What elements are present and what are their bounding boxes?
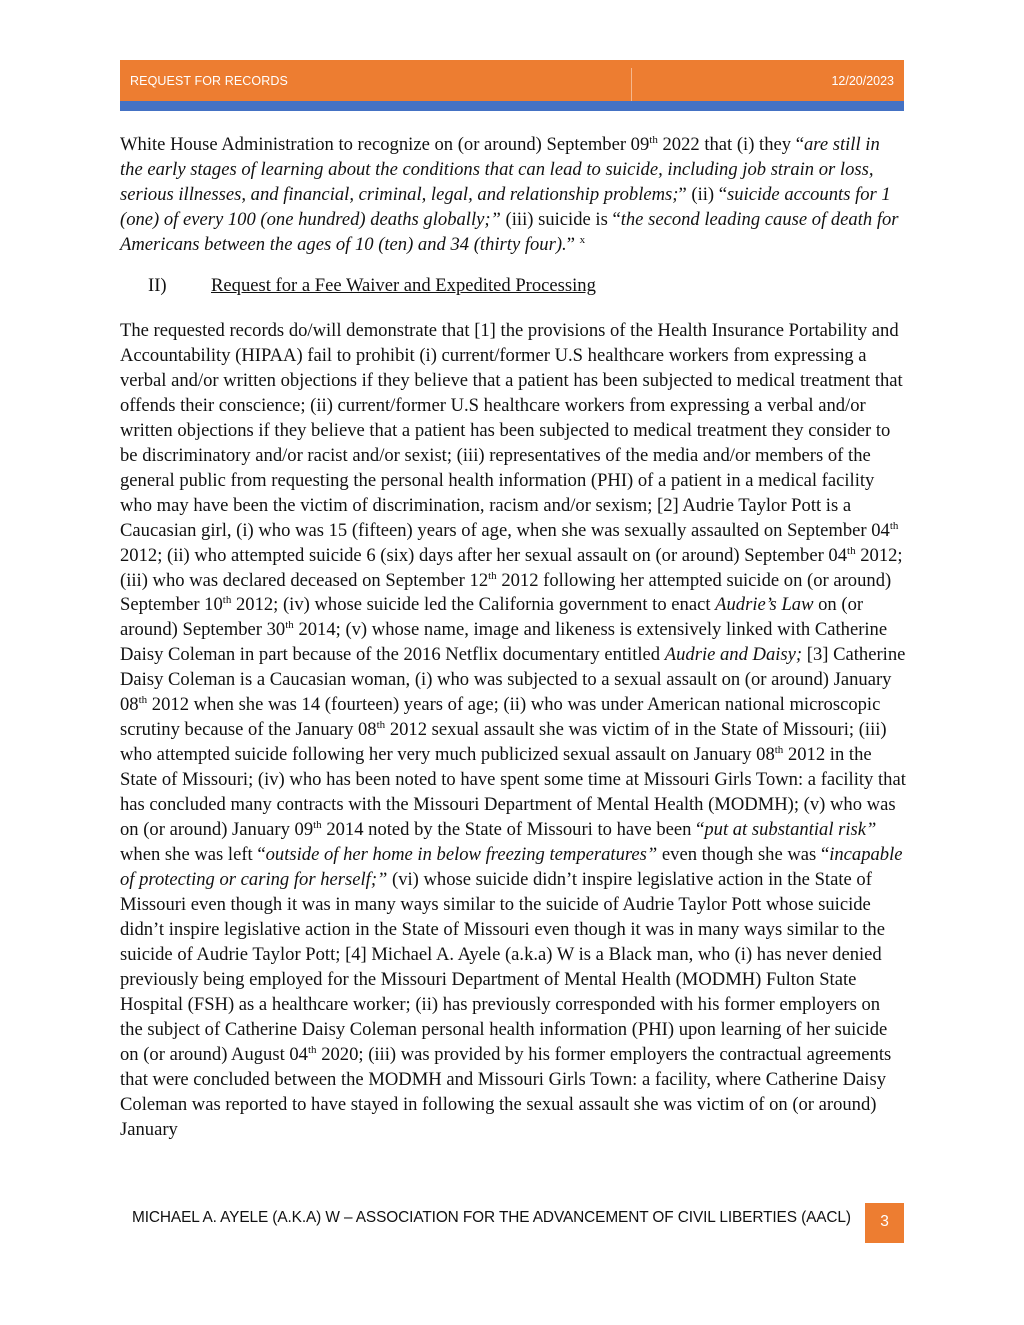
italic-quote: the second leading cause of death for Americans between the ages of 10 (ten) and 34 (thirty four). (120, 208, 899, 255)
italic-quote: put at substantial risk” (704, 819, 877, 841)
text-run: ” (566, 233, 580, 255)
page-header (120, 60, 904, 101)
text-run: White House Administration to recognize on (or around) September 09 (120, 134, 650, 155)
italic-quote: are still in the early stages of learning about the conditions that can lead to suicide, including job strain or loss, serious illnesses, and financial, criminal, legal, and relationship problems; (120, 134, 880, 205)
text-run: 2012; (iii) who was declared deceased on September 12 (120, 544, 903, 591)
header-date: 12/20/2023 (831, 74, 894, 88)
superscript: th (847, 544, 856, 557)
superscript: th (774, 744, 784, 757)
superscript: th (222, 594, 232, 607)
text-run: 2012 sexual assault she was victim of in the State of Missouri; (iii) who attempted suicide following her very much publicized sexual assault on January 08 (120, 719, 887, 766)
section-title: Request for a Fee Waiver and Expedited Processing (211, 275, 596, 296)
header-underline (120, 101, 904, 111)
paragraph-intro (120, 133, 906, 258)
text-run: even though she was “ (657, 844, 830, 866)
superscript: th (285, 619, 294, 632)
text-run: ” (ii) “ (678, 183, 728, 205)
text-run: (vi) whose suicide didn’t inspire legislative action in the State of Missouri even though it was in many ways similar to the suicide of Audrie Taylor Pott whose suicide didn’t inspire legislative action in the State of Missouri even though it was in many ways similar to the suicide of Audrie Taylor Pott; [4] Michael A. Ayele (a.k.a) W is a Black man, who (i) has never denied previously being employed for the Missouri Department of Mental Health (MODMH) Fulton State Hospital (FSH) as a healthcare worker; (ii) has previously corresponded with his former employers on the subject of Catherine Daisy Coleman personal health information (PHI) upon learning of her suicide on (or around) August 04 (120, 868, 888, 1065)
text-run: (iii) suicide is “ (500, 208, 621, 230)
italic-quote: incapable of protecting or caring for herself;” (120, 844, 903, 890)
page-footer: MICHAEL A. AYELE (A.K.A) W – ASSOCIATION FOR THE ADVANCEMENT OF CIVIL LIBERTIES (AACL) (132, 1209, 851, 1226)
superscript: th (649, 133, 658, 146)
header-title: REQUEST FOR RECORDS (130, 74, 288, 88)
text-run: [3] Catherine Daisy Coleman is a Caucasian woman, (i) who was subjected to a sexual assault on (or around) January 08 (120, 644, 906, 716)
text-run: 2012 when she was 14 (fourteen) years of age; (ii) who was under American national microscopic scrutiny because of the January 08 (120, 694, 881, 741)
superscript: th (889, 519, 899, 532)
footnote-marker: x (579, 233, 586, 246)
section-number: II) (148, 275, 167, 296)
text-run: 2012 in the State of Missouri; (iv) who has been noted to have spent some time at Missouri Girls Town: a facility that has concluded many contracts with the Missouri Department of Mental Health (MODMH); (v) who was on (or around) January 09 (120, 744, 906, 841)
text-run: 2014; (v) whose name, image and likeness is extensively linked with Catherine Daisy Coleman in part because of the 2016 Netflix documentary entitled (120, 619, 888, 666)
page-number: 3 (865, 1203, 904, 1243)
text-run: 2022 that (i) they “ (657, 134, 804, 155)
text-run: 2020; (iii) was provided by his former employers the contractual agreements that were concluded between the MODMH and Missouri Girls Town: a facility, where Catherine Daisy Coleman was reported to have stayed in following the sexual assault she was victim of on (or around) January (120, 1043, 892, 1140)
text-run: The requested records do/will demonstrate that [1] the provisions of the Health Insurance Portability and Accountability (HIPAA) fail to prohibit (i) current/former U.S healthcare workers from expressing a verbal and/or written objections if they believe that a patient has been subjected to medical treatment that offends their conscience; (ii) current/former U.S healthcare workers from expressing a verbal and/or written objections if they believe that a patient has been subjected to medical treatment they consider to be discriminatory and/or racist and/or sexist; (iii) representatives of the media and/or members of the general public from requesting the personal health information (PHI) of a patient in a medical facility who may have been the victim of discrimination, racism and/or sexism; [2] Audrie Taylor Pott is a Caucasian girl, (i) who was 15 (fifteen) years of age, when she was sexually assaulted on September 04 (120, 320, 903, 541)
header-divider (631, 68, 632, 101)
superscript: th (138, 694, 148, 707)
superscript: th (376, 719, 386, 732)
section-heading (148, 273, 596, 298)
paragraph-main (120, 319, 906, 1142)
superscript: th (488, 569, 497, 582)
superscript: th (307, 1043, 317, 1056)
italic-title: Audrie’s Law (715, 594, 814, 616)
text-run: 2012; (iv) whose suicide led the California government to enact (231, 594, 716, 616)
text-run: when she was left “ (120, 844, 266, 866)
text-run: 2012; (ii) who attempted suicide 6 (six) days after her sexual assault on (or around) September 04 (120, 544, 848, 566)
italic-title: Audrie and Daisy; (664, 644, 803, 666)
text-run: 2014 noted by the State of Missouri to have been “ (321, 819, 705, 841)
text-run: 2012 following her attempted suicide on (or around) September 10 (120, 569, 892, 616)
italic-quote: suicide accounts for 1 (one) of every 100 (one hundred) deaths globally;” (120, 183, 891, 230)
italic-quote: outside of her home in below freezing temperatures” (265, 844, 658, 866)
text-run: on (or around) September 30 (120, 594, 864, 641)
superscript: th (313, 818, 322, 831)
